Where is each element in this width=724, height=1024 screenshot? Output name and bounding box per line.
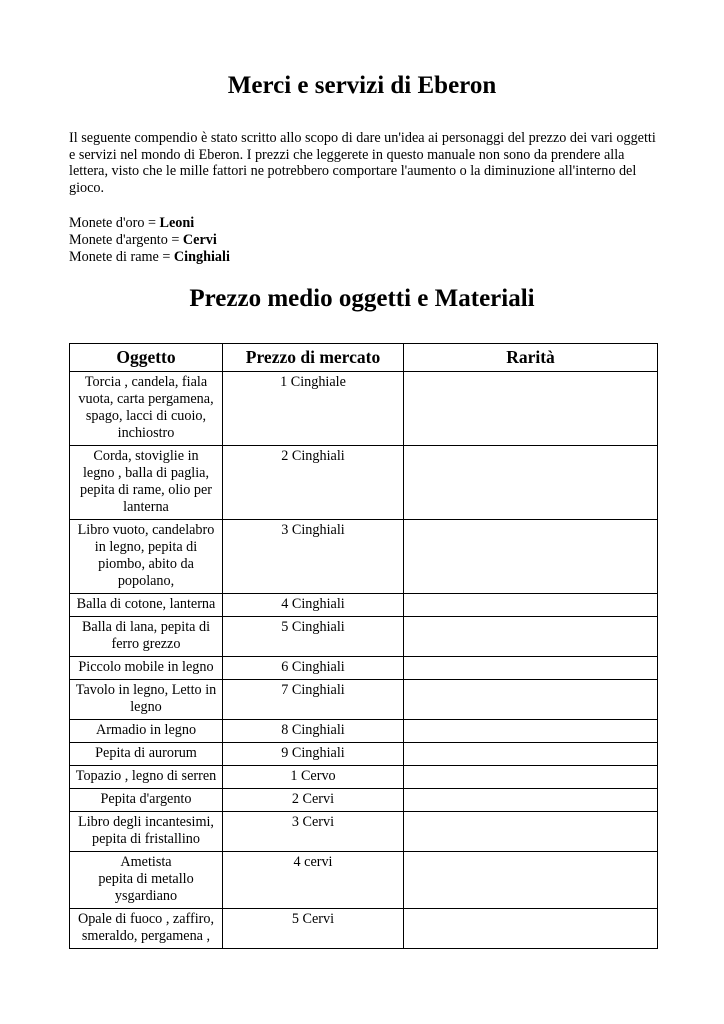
item-line: inchiostro <box>117 425 175 441</box>
table-row <box>70 909 658 949</box>
item-line: pepita di metallo <box>98 871 194 887</box>
coin-label: Monete d'argento = <box>69 232 183 248</box>
coin-line-copper <box>69 249 230 266</box>
rarity-cell <box>404 657 658 680</box>
table-row <box>70 520 658 594</box>
rarity-cell <box>404 766 658 789</box>
rarity-cell <box>404 520 658 594</box>
table-row <box>70 446 658 520</box>
item-cell <box>70 657 223 680</box>
price-cell: 5 Cervi <box>223 909 404 949</box>
item-cell <box>70 789 223 812</box>
coin-name: Leoni <box>159 215 195 231</box>
item-cell <box>70 594 223 617</box>
item-cell <box>70 909 223 949</box>
table-header-row <box>70 344 658 372</box>
item-line: popolano, <box>117 573 175 589</box>
table-row <box>70 720 658 743</box>
item-line: legno , balla di paglia, <box>82 465 210 481</box>
item-line: legno <box>130 699 162 715</box>
rarity-cell <box>404 852 658 909</box>
table-row <box>70 372 658 446</box>
coin-list <box>69 215 230 266</box>
coin-label: Monete di rame = <box>69 249 174 265</box>
item-line: Pepita d'argento <box>100 791 192 807</box>
item-line: pepita di fristallino <box>92 831 200 847</box>
rarity-cell <box>404 720 658 743</box>
price-cell: 1 Cervo <box>223 766 404 789</box>
item-line: smeraldo, pergamena , <box>81 928 211 944</box>
intro-paragraph: Il seguente compendio è stato scritto allo scopo di dare un'idea ai personaggi del prezzo dei vari oggetti e servizi nel mondo di Eberon. I prezzi che leggerete in questo manuale non sono da prendere alla lettera, visto che le mille fattori ne potrebbero comportare l'aumento o la diminuzione all'interno del gioco. <box>69 130 656 196</box>
price-table <box>69 343 658 949</box>
item-line: Torcia , candela, fiala <box>84 374 208 390</box>
item-line: Corda, stoviglie in <box>93 448 199 464</box>
coin-line-silver <box>69 232 230 249</box>
table-row <box>70 617 658 657</box>
item-cell <box>70 446 223 520</box>
item-line: Pepita di aurorum <box>95 745 197 761</box>
price-cell: 6 Cinghiali <box>223 657 404 680</box>
rarity-cell <box>404 789 658 812</box>
item-line: spago, lacci di cuoio, <box>85 408 207 424</box>
item-cell <box>70 520 223 594</box>
item-cell <box>70 743 223 766</box>
header-price: Prezzo di mercato <box>223 344 404 372</box>
item-line: ysgardiano <box>114 888 178 904</box>
rarity-cell <box>404 909 658 949</box>
item-line: Piccolo mobile in legno <box>78 659 214 675</box>
rarity-cell <box>404 680 658 720</box>
rarity-cell <box>404 617 658 657</box>
item-line: Libro vuoto, candelabro <box>77 522 215 538</box>
coin-label: Monete d'oro = <box>69 215 160 231</box>
table-row <box>70 657 658 680</box>
section-title: Prezzo medio oggetti e Materiali <box>189 285 535 312</box>
price-cell: 4 Cinghiali <box>223 594 404 617</box>
header-item: Oggetto <box>70 344 223 372</box>
coin-name: Cinghiali <box>173 249 230 265</box>
table-row <box>70 766 658 789</box>
price-cell: 5 Cinghiali <box>223 617 404 657</box>
rarity-cell <box>404 812 658 852</box>
item-cell <box>70 720 223 743</box>
price-cell: 8 Cinghiali <box>223 720 404 743</box>
table-row <box>70 743 658 766</box>
item-line: Tavolo in legno, Letto in <box>75 682 217 698</box>
table-header <box>70 344 658 372</box>
price-cell: 2 Cervi <box>223 789 404 812</box>
item-line: Ametista <box>120 854 172 870</box>
item-line: lanterna <box>123 499 169 515</box>
item-line: Armadio in legno <box>95 722 197 738</box>
item-cell <box>70 766 223 789</box>
price-cell: 9 Cinghiali <box>223 743 404 766</box>
table-body <box>70 372 658 949</box>
item-line: Balla di cotone, lanterna <box>76 596 216 612</box>
item-cell <box>70 680 223 720</box>
table-row <box>70 812 658 852</box>
rarity-cell <box>404 743 658 766</box>
table-row <box>70 852 658 909</box>
table-row <box>70 789 658 812</box>
rarity-cell <box>404 594 658 617</box>
price-cell: 3 Cervi <box>223 812 404 852</box>
item-line: pepita di rame, olio per <box>80 482 212 498</box>
item-cell <box>70 812 223 852</box>
table-row <box>70 680 658 720</box>
item-line: piombo, abito da <box>98 556 194 572</box>
item-cell <box>70 617 223 657</box>
document-title: Merci e servizi di Eberon <box>227 72 497 99</box>
item-line: Topazio , legno di serren <box>75 768 217 784</box>
item-line: Balla di lana, pepita di <box>81 619 211 635</box>
price-cell: 2 Cinghiali <box>223 446 404 520</box>
item-line: vuota, carta pergamena, <box>78 391 214 407</box>
price-cell: 3 Cinghiali <box>223 520 404 594</box>
item-cell <box>70 372 223 446</box>
price-cell: 4 cervi <box>223 852 404 909</box>
item-cell <box>70 852 223 909</box>
coin-name: Cervi <box>182 232 217 248</box>
price-cell: 1 Cinghiale <box>223 372 404 446</box>
item-line: in legno, pepita di <box>94 539 198 555</box>
rarity-cell <box>404 446 658 520</box>
table-row <box>70 594 658 617</box>
item-line: Libro degli incantesimi, <box>78 814 214 830</box>
header-rarity: Rarità <box>404 344 658 372</box>
coin-line-gold <box>69 215 230 232</box>
item-line: ferro grezzo <box>111 636 181 652</box>
rarity-cell <box>404 372 658 446</box>
price-cell: 7 Cinghiali <box>223 680 404 720</box>
item-line: Opale di fuoco , zaffiro, <box>77 911 215 927</box>
